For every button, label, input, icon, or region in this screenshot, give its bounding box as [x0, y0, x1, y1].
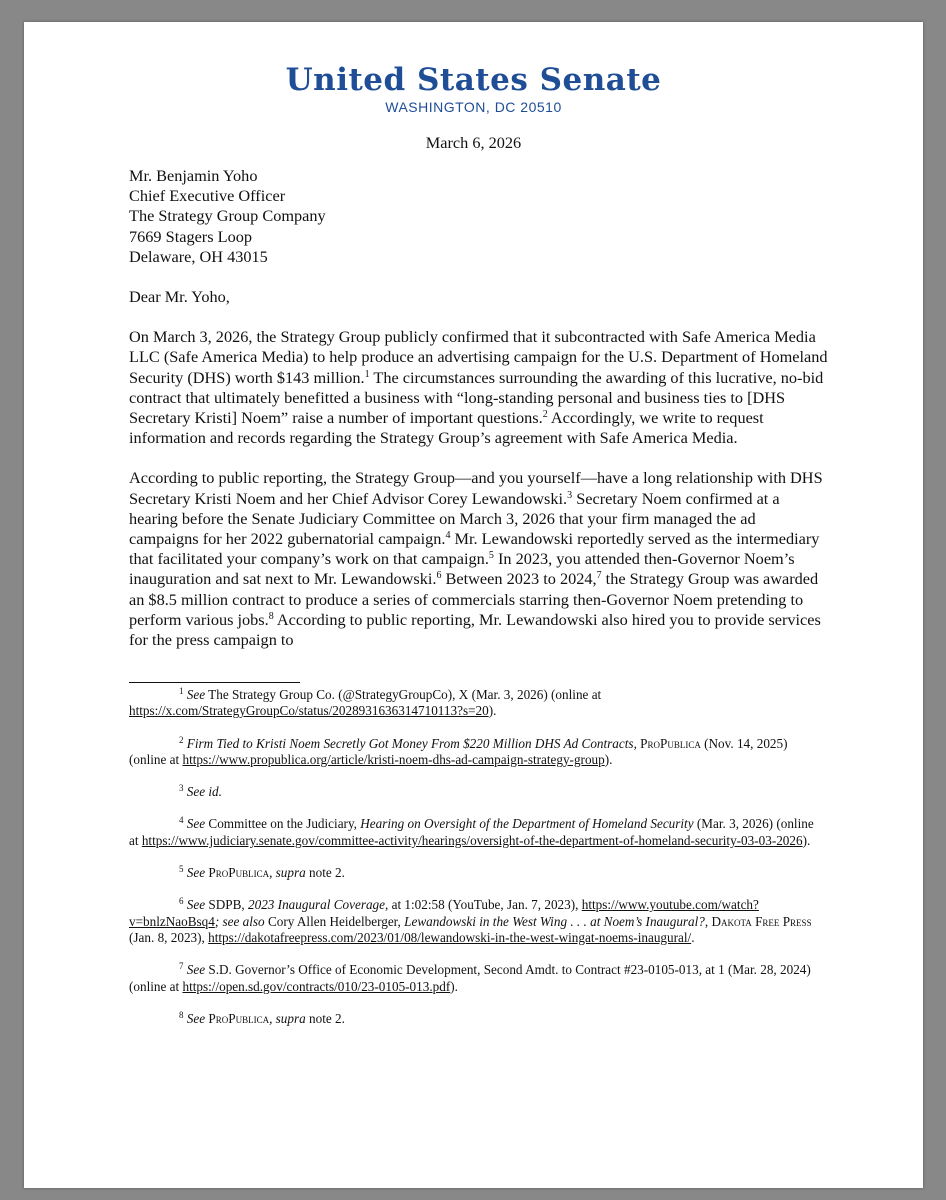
source-title: Hearing on Oversight of the Department of Homeland Security: [360, 816, 694, 832]
footnote-text: The Strategy Group Co. (@StrategyGroupCo), X (Mar. 3, 2026) (online at: [205, 687, 602, 702]
footnote-number: 8: [179, 1009, 184, 1020]
footnote-text: SDPB,: [205, 897, 248, 913]
footnote-text: (Nov. 14, 2025) (online at: [129, 735, 788, 767]
signal-word: , supra: [269, 865, 306, 881]
publication-name: ProPublica: [205, 1010, 270, 1026]
letterhead: [24, 62, 923, 115]
paragraph-text: Secretary Noem confirmed at a hearing before the Senate Judiciary Committee on March 3, 2026 that your firm managed the ad campaigns for her 2022 gubernatorial campaign.: [129, 488, 780, 549]
footnote-number: 4: [179, 815, 184, 826]
senate-title: United States Senate: [285, 62, 662, 98]
senate-city: WASHINGTON, DC 20510: [385, 99, 562, 115]
footnote-link[interactable]: https://dakotafreepress.com/2023/01/08/lewandowski-in-the-west-wingat-noems-inaugural/: [208, 929, 692, 945]
footnote-2: [129, 736, 819, 769]
signal-word: See: [186, 865, 206, 881]
footnote-divider: [129, 682, 300, 683]
footnote-number: 5: [179, 864, 184, 875]
footnote-text: Committee on the Judiciary,: [205, 816, 361, 832]
footnote-number: 1: [179, 686, 184, 696]
source-title: 2023 Inaugural Coverage: [248, 897, 385, 913]
footnote-link[interactable]: https://www.youtube.com/watch?v=bnlzNaoBsq4: [129, 897, 759, 929]
signal-word: , supra: [269, 1010, 306, 1026]
footnote-link[interactable]: https://www.propublica.org/article/kristi-noem-dhs-ad-campaign-strategy-group: [182, 751, 605, 767]
footnote-text: ).: [450, 978, 458, 994]
publication-name: , Dakota Free Press: [704, 913, 812, 929]
footnote-text: ).: [488, 703, 497, 719]
paragraph-text: Mr. Lewandowski reportedly served as the intermediary that facilitated your company’s work on that campaign.: [129, 529, 820, 569]
paragraph-2: [129, 468, 829, 650]
footnote-1: [129, 687, 819, 720]
letter-page: [24, 22, 923, 1188]
footnote-text: .: [691, 929, 695, 945]
footnote-link[interactable]: https://open.sd.gov/contracts/010/23-0105-013.pdf: [182, 978, 451, 994]
signal-word: See: [186, 897, 206, 913]
signal-word: See: [186, 1010, 206, 1026]
letter-body: [129, 166, 829, 650]
signal-word: See: [186, 816, 206, 832]
footnote-8: [129, 1011, 819, 1027]
footnote-ref[interactable]: 1: [364, 368, 370, 380]
footnote-text: note 2.: [305, 1010, 345, 1026]
paragraph-text: On March 3, 2026, the Strategy Group publicly confirmed that it subcontracted with Safe America Media LLC (Safe America Media) to help produce an advertising campaign for the U.S. Department of Homeland Security (DHS) worth $143 million.: [129, 327, 828, 387]
footnote-ref[interactable]: 5: [488, 550, 494, 562]
footnote-number: 6: [179, 896, 184, 907]
footnote-text: S.D. Governor’s Office of Economic Development, Second Amdt. to Contract #23-0105-013, at 1 (Mar. 28, 2024) (online at: [129, 962, 811, 994]
source-title: Lewandowski in the West Wing . . . at Noem’s Inaugural?: [404, 913, 705, 929]
signal-word: ; see also: [214, 913, 265, 929]
footnote-text: (Jan. 8, 2023),: [129, 929, 209, 945]
publication-name: , ProPublica: [633, 735, 701, 751]
footnote-5: [129, 865, 819, 881]
footnote-4: [129, 816, 819, 849]
footnote-text: (Mar. 3, 2026) (online at: [129, 816, 814, 848]
footnote-text: note 2.: [305, 865, 345, 881]
publication-name: ProPublica: [205, 865, 270, 881]
footnote-number: 7: [179, 961, 184, 972]
paragraph-text: The circumstances surrounding the awarding of this lucrative, no-bid contract that ultimately benefitted a business with “long-standing personal and business ties to [DHS Secretary Kristi] Noem” raise a number of important questions.: [129, 367, 824, 428]
footnote-ref[interactable]: 6: [436, 570, 442, 582]
footnote-7: [129, 962, 819, 995]
paragraph-text: According to public reporting, Mr. Lewandowski also hired you to provide services for the press campaign to: [129, 609, 821, 650]
source-title: Firm Tied to Kristi Noem Secretly Got Money From $220 Million DHS Ad Contracts: [186, 735, 634, 751]
paragraph-text: In 2023, you attended then-Governor Noem’s inauguration and sat next to Mr. Lewandowski.: [129, 549, 795, 589]
footnote-link[interactable]: https://x.com/StrategyGroupCo/status/2028931636314710113?s=20: [129, 703, 489, 719]
paragraph-text: Accordingly, we write to request information and records regarding the Strategy Group’s agreement with Safe America Media.: [129, 408, 764, 448]
footnote-ref[interactable]: 8: [268, 610, 274, 622]
footnote-ref[interactable]: 2: [542, 409, 548, 421]
paragraph-1: [129, 327, 829, 448]
footnote-ref[interactable]: 3: [567, 489, 573, 501]
paragraph-text: the Strategy Group was awarded an $8.5 million contract to produce a series of commercials starring then-Governor Noem pretending to perform various jobs.: [129, 569, 819, 629]
address-line: Chief Executive Officer: [129, 186, 286, 206]
footnote-text: Cory Allen Heidelberger,: [264, 913, 405, 929]
footnote-number: 3: [179, 783, 184, 794]
footnote-text: See id.: [186, 784, 222, 800]
footnote-text: , at 1:02:58 (YouTube, Jan. 7, 2023),: [385, 897, 582, 913]
address-line: The Strategy Group Company: [129, 206, 326, 226]
recipient-address: [129, 166, 829, 267]
address-line: Mr. Benjamin Yoho: [129, 166, 258, 185]
footnote-number: 2: [179, 734, 184, 745]
footnotes: [129, 687, 819, 1043]
address-line: Delaware, OH 43015: [129, 246, 268, 266]
signal-word: See: [186, 687, 206, 702]
address-line: 7669 Stagers Loop: [129, 226, 252, 246]
letter-date: March 6, 2026: [425, 133, 522, 152]
salutation: Dear Mr. Yoho,: [129, 287, 230, 307]
signal-word: See: [186, 962, 206, 978]
footnote-ref[interactable]: 4: [445, 530, 451, 542]
footnote-ref[interactable]: 7: [596, 570, 602, 582]
paragraph-text: According to public reporting, the Strategy Group—and you yourself—have a long relationship with DHS Secretary Kristi Noem and her Chief Advisor Corey Lewandowski.: [129, 468, 823, 508]
footnote-text: ).: [802, 832, 811, 848]
footnote-6: [129, 897, 819, 946]
footnote-link[interactable]: https://www.judiciary.senate.gov/committee-activity/hearings/oversight-of-the-department-of-homeland-security-03-03-2026: [141, 832, 803, 848]
footnote-text: ).: [604, 751, 613, 767]
footnote-3: [129, 784, 819, 800]
paragraph-text: Between 2023 to 2024,: [441, 569, 597, 589]
